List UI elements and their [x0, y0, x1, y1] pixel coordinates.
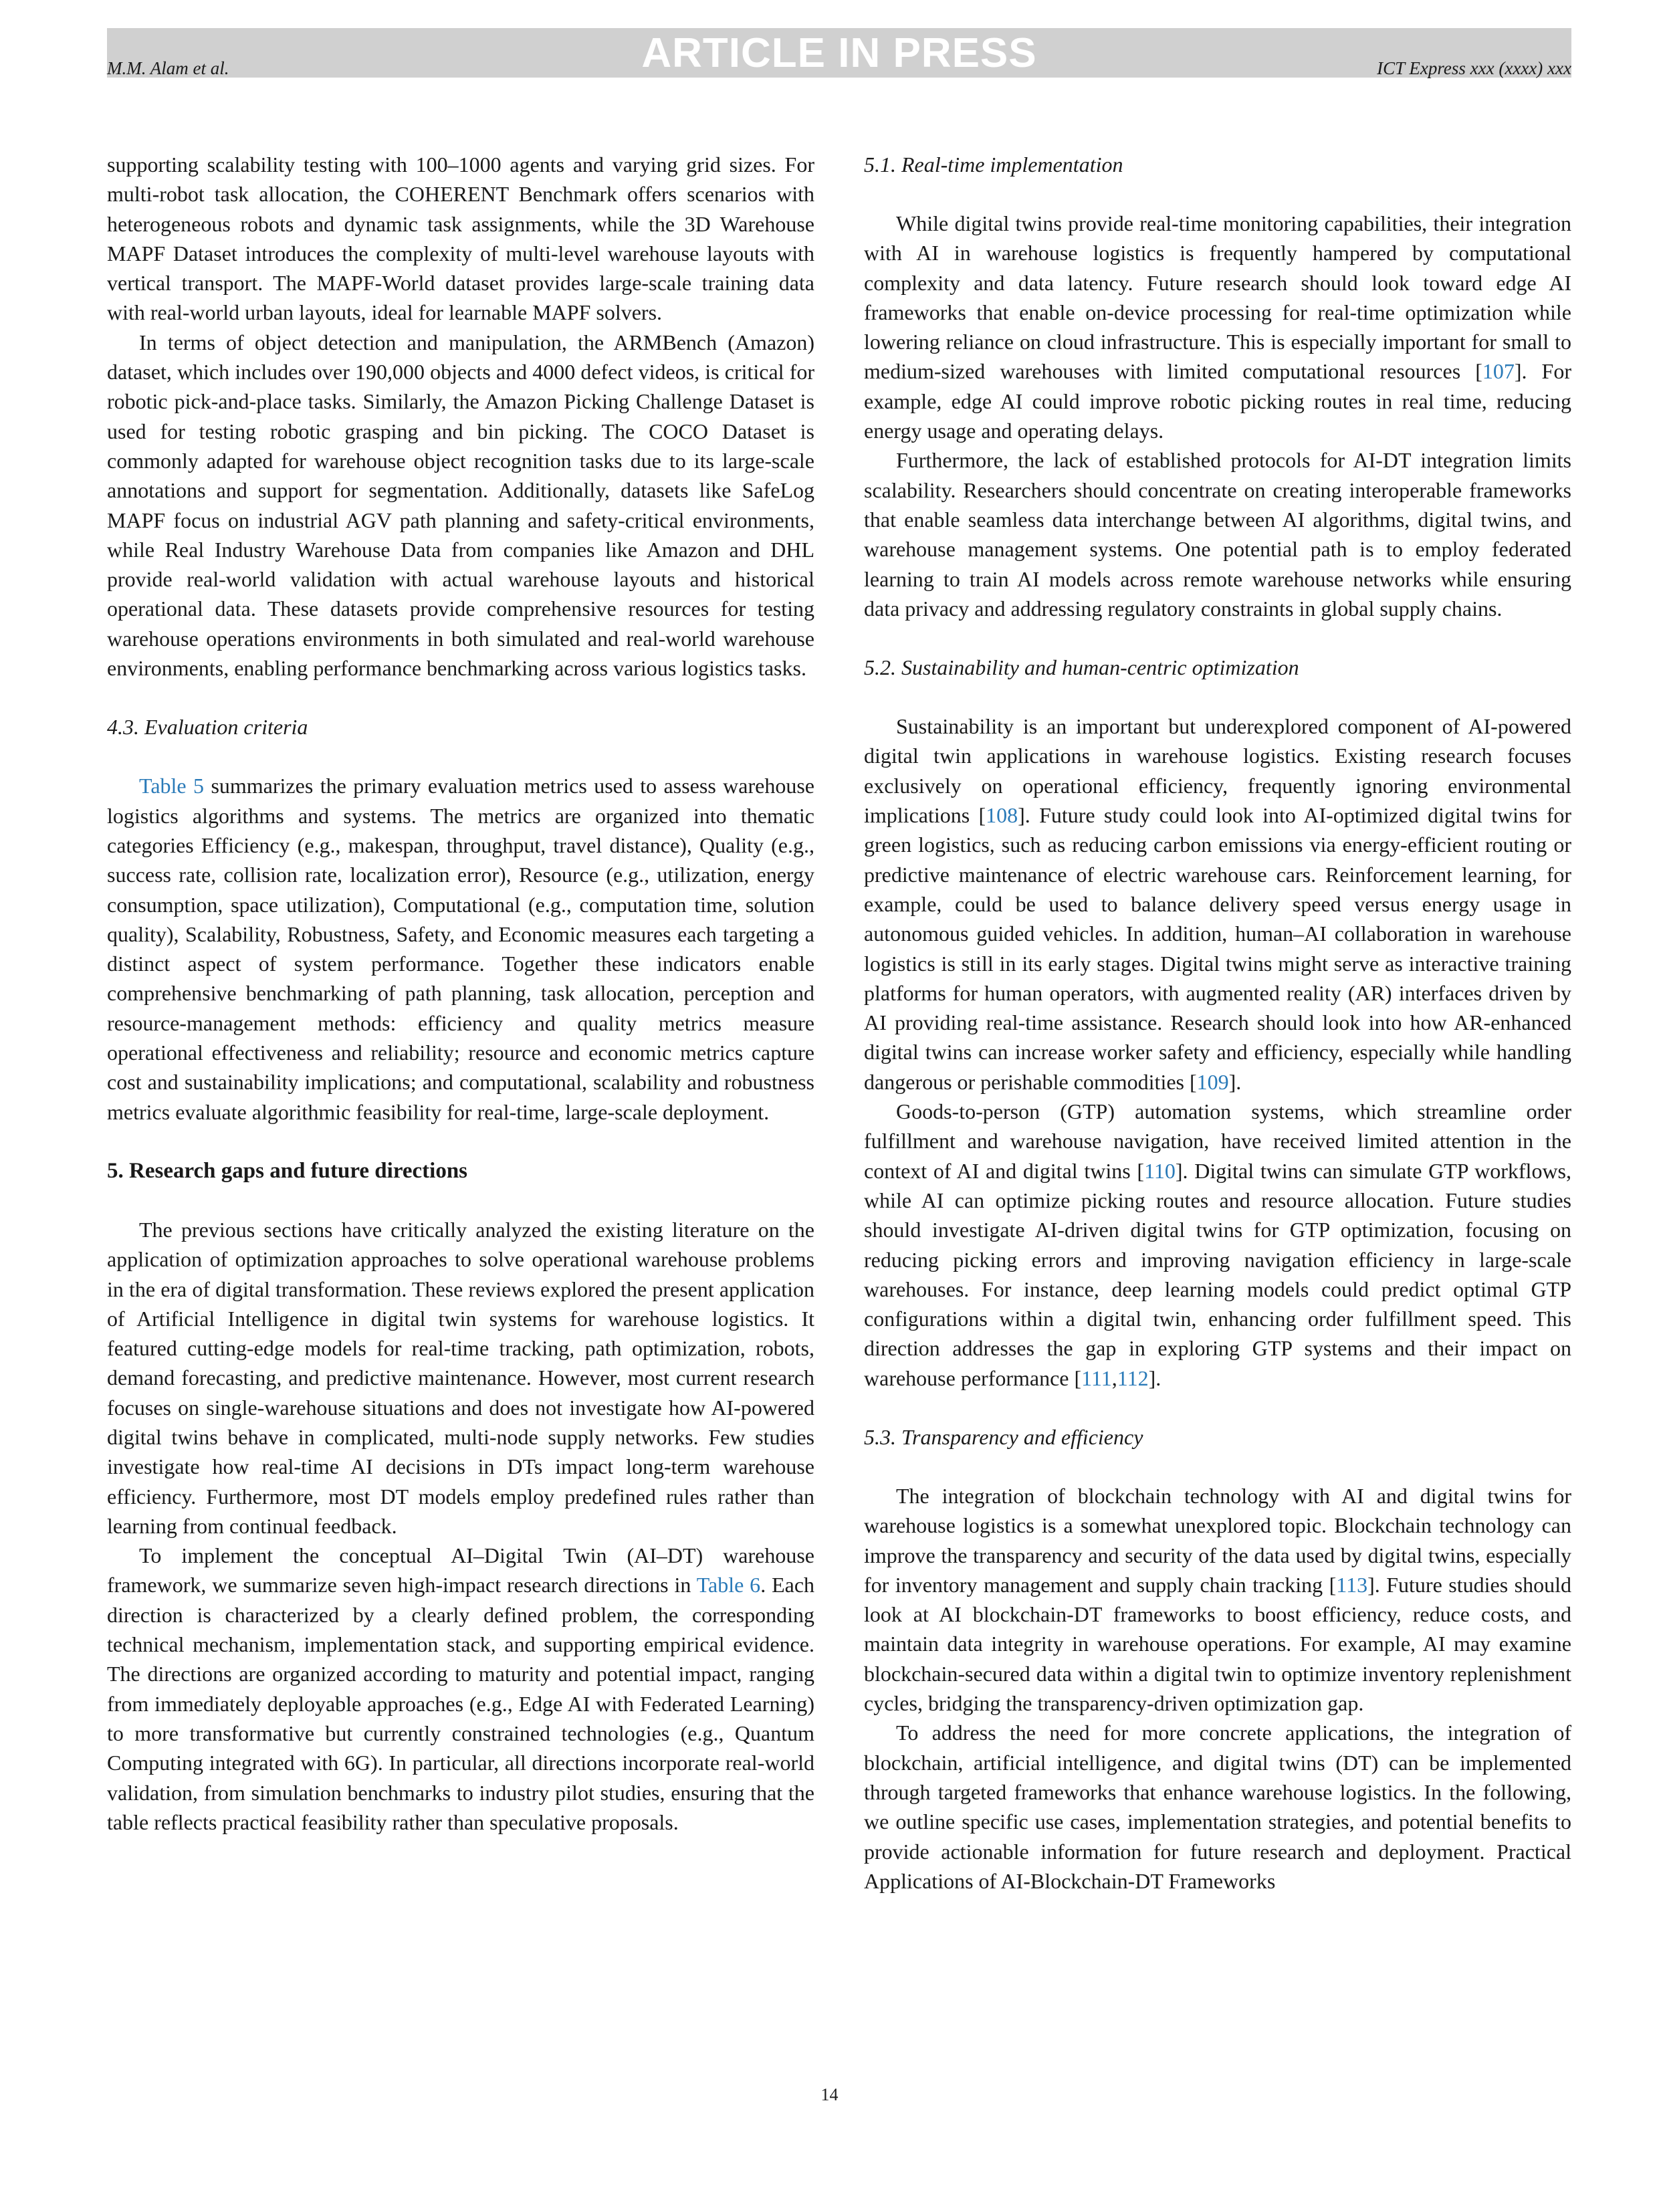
- paragraph-real-time: While digital twins provide real-time monitoring capabilities, their integration with AI in warehouse logistics is frequently hampered by computational complexity and data latency. Future research should look toward edge AI frameworks that enable on-device processing for real-time optimization while lowering reliance on cloud infrastructure. This is especially important for small to medium-sized warehouses with limited computational resources [107]. For example, edge AI could improve robotic picking routes in real time, reducing energy usage and operating delays.: [864, 211, 1572, 443]
- ref-112-link[interactable]: 112: [1117, 1365, 1149, 1390]
- paragraph-previous-sections: The previous sections have critically analyzed the existing literature on the application of optimization approaches to solve operational warehouse problems in the era of digital transformation. These reviews explored the present application of Artificial Intelligence in digital twin systems for warehouse logistics. It featured cutting-edge models for real-time tracking, path optimization, robots, demand forecasting, and predictive maintenance. However, most current research focuses on single-warehouse situations and does not investigate how AI-powered digital twins behave in complicated, multi-node supply networks. Few studies investigate how real-time AI decisions in DTs impact long-term warehouse efficiency. Furthermore, most DT models employ predefined rules rather than learning from continual feedback.: [107, 1217, 814, 1538]
- paragraph-protocols: Furthermore, the lack of established protocols for AI-DT integration limits scalability. Researchers should concentrate on creating interoperable frameworks that enable seamless data interchange between AI algorithms, digital twins, and warehouse management systems. One potential path is to employ federated learning to train AI models across remote warehouse networks while ensuring data privacy and addressing regulatory constraints in global supply chains.: [864, 448, 1571, 621]
- ref-111-link[interactable]: 111: [1081, 1365, 1112, 1390]
- paragraph-implement-framework: To implement the conceptual AI–Digital Twin (AI–DT) warehouse framework, we summarize seven high-impact research directions in Table 6. Each direction is characterized by a clearly defined problem, the corresponding technical mechanism, implementation stack, and supporting empirical evidence. The directions are organized according to maturity and potential impact, ranging from immediately deployable approaches (e.g., Edge AI with Federated Learning) to more transformative but currently constrained technologies (e.g., Quantum Computing integrated with 6G). In particular, all directions incorporate real-world validation, from simulation benchmarks to industry pilot studies, ensuring that the table reflects practical feasibility rather than speculative proposals.: [107, 1543, 815, 1834]
- running-head-authors: M.M. Alam et al.: [107, 58, 229, 78]
- paragraph-evaluation-criteria: Table 5 summarizes the primary evaluation metrics used to assess warehouse logistics algorithms and systems. The metrics are organized into thematic categories Efficiency (e.g., makespan, throughput, travel distance), Quality (e.g., success rate, collision rate, localization error), Resource (e.g., utilization, energy consumption, space utilization), Computational (e.g., computation time, solution quality), Scalability, Robustness, Safety, and Economic measures each targeting a distinct aspect of system performance. Together these indicators enable comprehensive benchmarking of path planning, task allocation, perception and resource-management methods: efficiency and quality metrics measure operational effectiveness and reliability; resource and economic metrics capture cost and sustainability implications; and computational, scalability and robustness metrics evaluate algorithmic feasibility for real-time, large-scale deployment.: [107, 774, 815, 1124]
- section-heading-5: 5. Research gaps and future directions: [107, 1158, 468, 1183]
- section-heading-5-1: 5.1. Real-time implementation: [864, 152, 1123, 177]
- table-5-link[interactable]: Table 5: [139, 774, 205, 798]
- running-head-journal: ICT Express xxx (xxxx) xxx: [1377, 58, 1571, 78]
- section-heading-5-3: 5.3. Transparency and efficiency: [864, 1424, 1143, 1449]
- paragraph-goods-to-person: Goods-to-person (GTP) automation systems, which streamline order fulfillment and warehouse navigation, have received limited attention in the context of AI and digital twins [110]. Digital twins can simulate GTP workflows, while AI can optimize picking routes and resource allocation. Future studies should investigate AI-driven digital twins for GTP optimization, focusing on reducing picking errors and improving navigation efficiency in large-scale warehouses. For instance, deep learning models could predict optimal GTP configurations within a digital twin, enhancing order fulfillment speed. This direction addresses the gap in exploring GTP systems and their impact on warehouse performance [111,112].: [864, 1099, 1571, 1390]
- paragraph-sustainability: Sustainability is an important but underexplored component of AI-powered digital twin applications in warehouse logistics. Existing research focuses exclusively on operational efficiency, frequently ignoring environmental implications [108]. Future study could look into AI-optimized digital twins for green logistics, such as reducing carbon emissions via energy-efficient routing or predictive maintenance of electric warehouse cars. Reinforcement learning, for example, could be used to balance delivery speed versus energy usage in autonomous guided vehicles. In addition, human–AI collaboration in warehouse logistics is still in its early stages. Digital twins might serve as interactive training platforms for human operators, with augmented reality (AR) interfaces driven by AI providing real-time assistance. Research should look into how AR-enhanced digital twins can increase worker safety and efficiency, especially while handling dangerous or perishable commodities [109].: [864, 714, 1572, 1094]
- ref-113-link[interactable]: 113: [1336, 1572, 1368, 1597]
- ref-109-link[interactable]: 109: [1196, 1069, 1229, 1094]
- left-column: [107, 150, 814, 1837]
- page-number: 14: [820, 2085, 839, 2104]
- paragraph-blockchain: The integration of blockchain technology with AI and digital twins for warehouse logistics is a somewhat unexplored topic. Blockchain technology can improve the transparency and security of the data used by digital twins, especially for inventory management and supply chain tracking [113]. Future studies should look at AI blockchain-DT frameworks to boost efficiency, reduce costs, and maintain data integrity in warehouse operations. For example, AI may examine blockchain-secured data within a digital twin to optimize inventory replenishment cycles, bridging the transparency-driven optimization gap.: [864, 1483, 1572, 1716]
- right-column: [864, 150, 1571, 1896]
- ref-110-link[interactable]: 110: [1144, 1158, 1176, 1183]
- section-heading-4-3: 4.3. Evaluation criteria: [107, 715, 308, 740]
- article-in-press-banner: ARTICLE IN PRESS: [107, 28, 1571, 78]
- ref-108-link[interactable]: 108: [986, 803, 1018, 828]
- paragraph-concrete-applications: To address the need for more concrete applications, the integration of blockchain, artificial intelligence, and digital twins (DT) can be implemented through targeted frameworks that enhance warehouse logistics. In the following, we outline specific use cases, implementation strategies, and potential benefits to provide actionable information for future research and deployment. Practical Applications of AI-Blockchain-DT Frameworks: [864, 1721, 1571, 1893]
- ref-107-link[interactable]: 107: [1482, 359, 1515, 384]
- section-heading-5-2: 5.2. Sustainability and human-centric optimization: [864, 655, 1299, 680]
- paragraph-object-detection: In terms of object detection and manipulation, the ARMBench (Amazon) dataset, which includes over 190,000 objects and 4000 defect videos, is critical for robotic pick-and-place tasks. Similarly, the Amazon Picking Challenge Dataset is used for testing robotic grasping and bin picking. The COCO Dataset is commonly adapted for warehouse object recognition tasks due to its large-scale annotations and support for segmentation. Additionally, datasets like SafeLog MAPF focus on industrial AGV path planning and safety-critical environments, while Real Industry Warehouse Data from companies like Amazon and DHL provide real-world validation with actual warehouse layouts and historical operational data. These datasets provide comprehensive resources for testing warehouse operations environments in both simulated and real-world warehouse environments, enabling performance benchmarking across various logistics tasks.: [107, 330, 814, 681]
- table-6-link[interactable]: Table 6: [696, 1573, 761, 1597]
- paragraph-datasets-continued: supporting scalability testing with 100–1000 agents and varying grid sizes. For multi-robot task allocation, the COHERENT Benchmark offers scenarios with heterogeneous robots and dynamic task assignments, while the 3D Warehouse MAPF Dataset introduces the complexity of multi-level warehouse layouts with vertical transport. The MAPF-World dataset provides large-scale training data with real-world urban layouts, ideal for learnable MAPF solvers.: [107, 152, 814, 325]
